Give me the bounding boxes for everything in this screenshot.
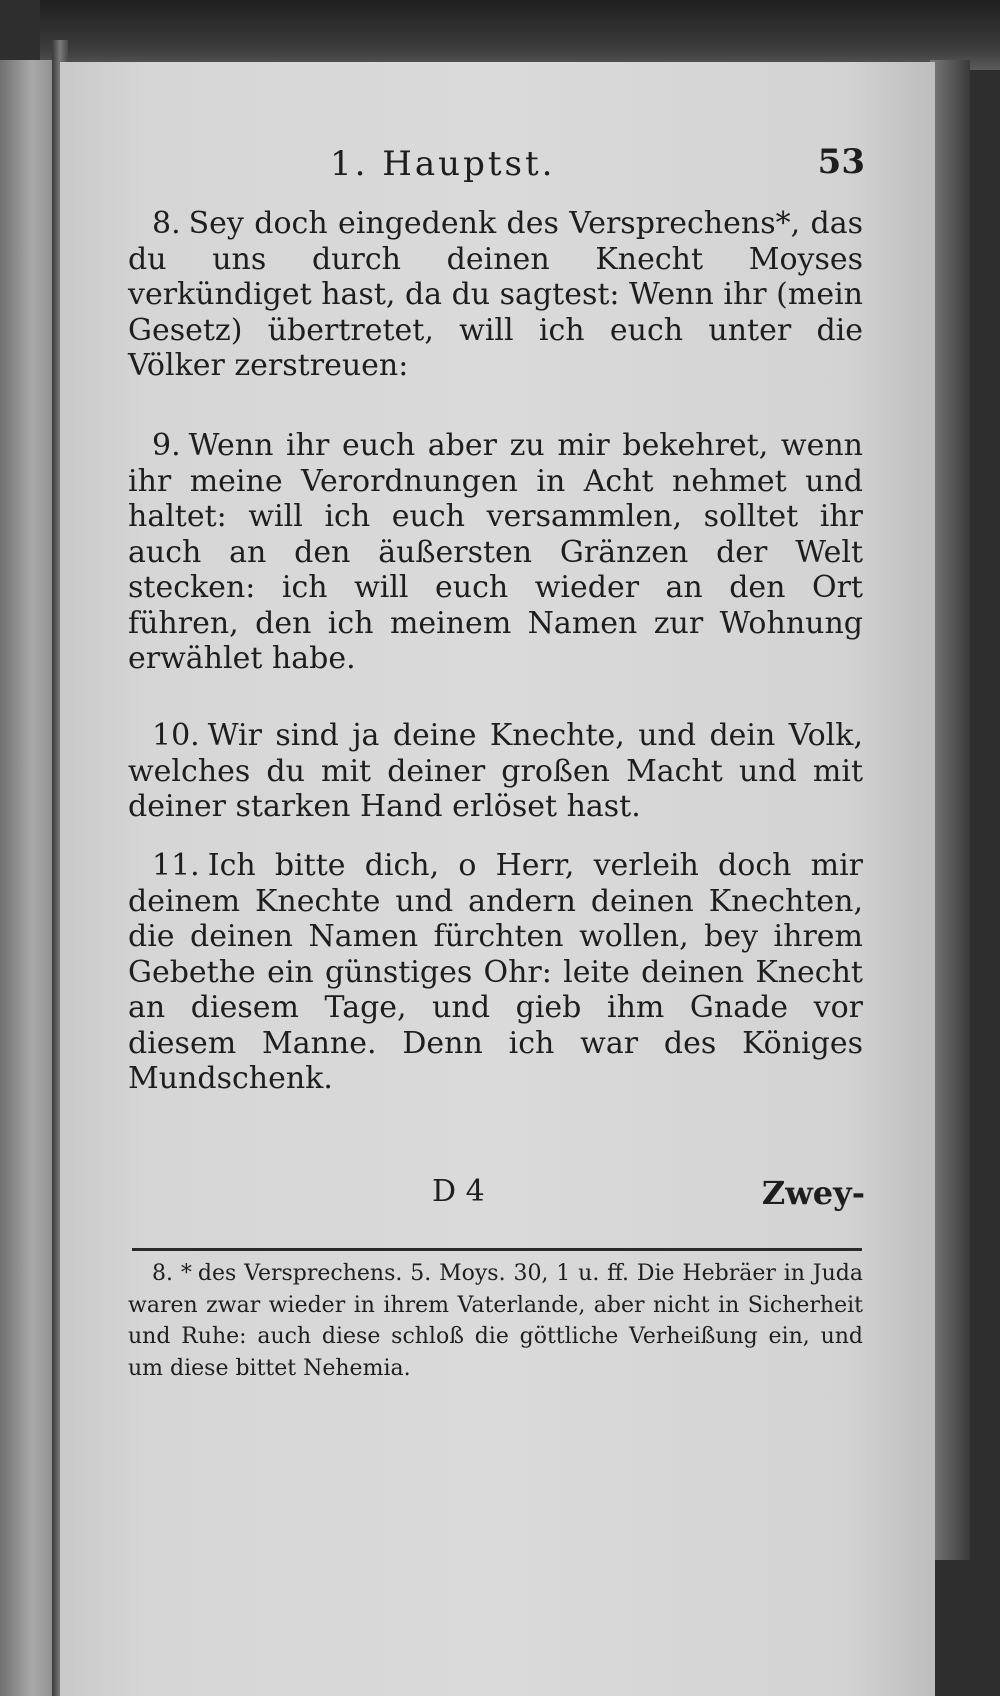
- paragraph-text: Wenn ihr euch aber zu mir bekehret, wenn ihr meine Verordnungen in Acht nehmet und haltet: will ich euch versammlen, solltet ihr auch an den äußersten Gränzen der Welt stecken: ich will euch wieder an den Ort führen, den ich meinem Namen zur Wohnung erwählet habe.: [128, 428, 863, 676]
- footnote-text: des Versprechens. 5. Moys. 30, 1 u. ff. Die Hebräer in Juda waren zwar wieder in ihrem Vaterlande, aber nicht in Sicherheit und Ruhe: auch diese schloß die göttliche Verheißung ein, und um diese bittet Nehemia.: [128, 1261, 863, 1381]
- running-head: 1. Hauptst.: [330, 144, 556, 184]
- book-page: [60, 62, 935, 1696]
- catchword: Zwey-: [761, 1174, 865, 1212]
- left-page-edge: [0, 60, 58, 1696]
- paragraph-11: [128, 848, 863, 1097]
- book-edge: [40, 0, 1000, 70]
- paragraph-number: 9.: [152, 428, 181, 463]
- paragraph-text: Sey doch eingedenk des Versprechens*, das du uns durch deinen Knecht Moyses verkündiget hast, da du sagtest: Wenn ihr (mein Gesetz) übertretet, will ich euch unter die Völker zerstreuen:: [128, 206, 863, 383]
- page-number: 53: [817, 142, 865, 182]
- signature-mark: D 4: [432, 1174, 485, 1209]
- paragraph-8: [128, 206, 863, 384]
- paragraph-number: 10.: [152, 718, 200, 753]
- footnote: [128, 1258, 863, 1384]
- footnote-rule: [132, 1248, 862, 1251]
- paragraph-10: [128, 718, 863, 825]
- footnote-ref: 8. *: [152, 1261, 192, 1286]
- page-edge-shadow: [930, 60, 970, 1560]
- paragraph-text: Wir sind ja deine Knechte, und dein Volk, welches du mit deiner großen Macht und mit deiner starken Hand erlöset hast.: [128, 718, 863, 824]
- paragraph-9: [128, 428, 863, 677]
- paragraph-number: 11.: [152, 848, 200, 883]
- paragraph-text: Ich bitte dich, o Herr, verleih doch mir deinem Knechte und andern deinen Knechten, die deinen Namen fürchten wollen, bey ihrem Gebethe ein günstiges Ohr: leite deinen Knecht an diesem Tage, und gieb ihm Gnade vor diesem Manne. Denn ich war des Königes Mundschenk.: [128, 848, 863, 1096]
- paragraph-number: 8.: [152, 206, 181, 241]
